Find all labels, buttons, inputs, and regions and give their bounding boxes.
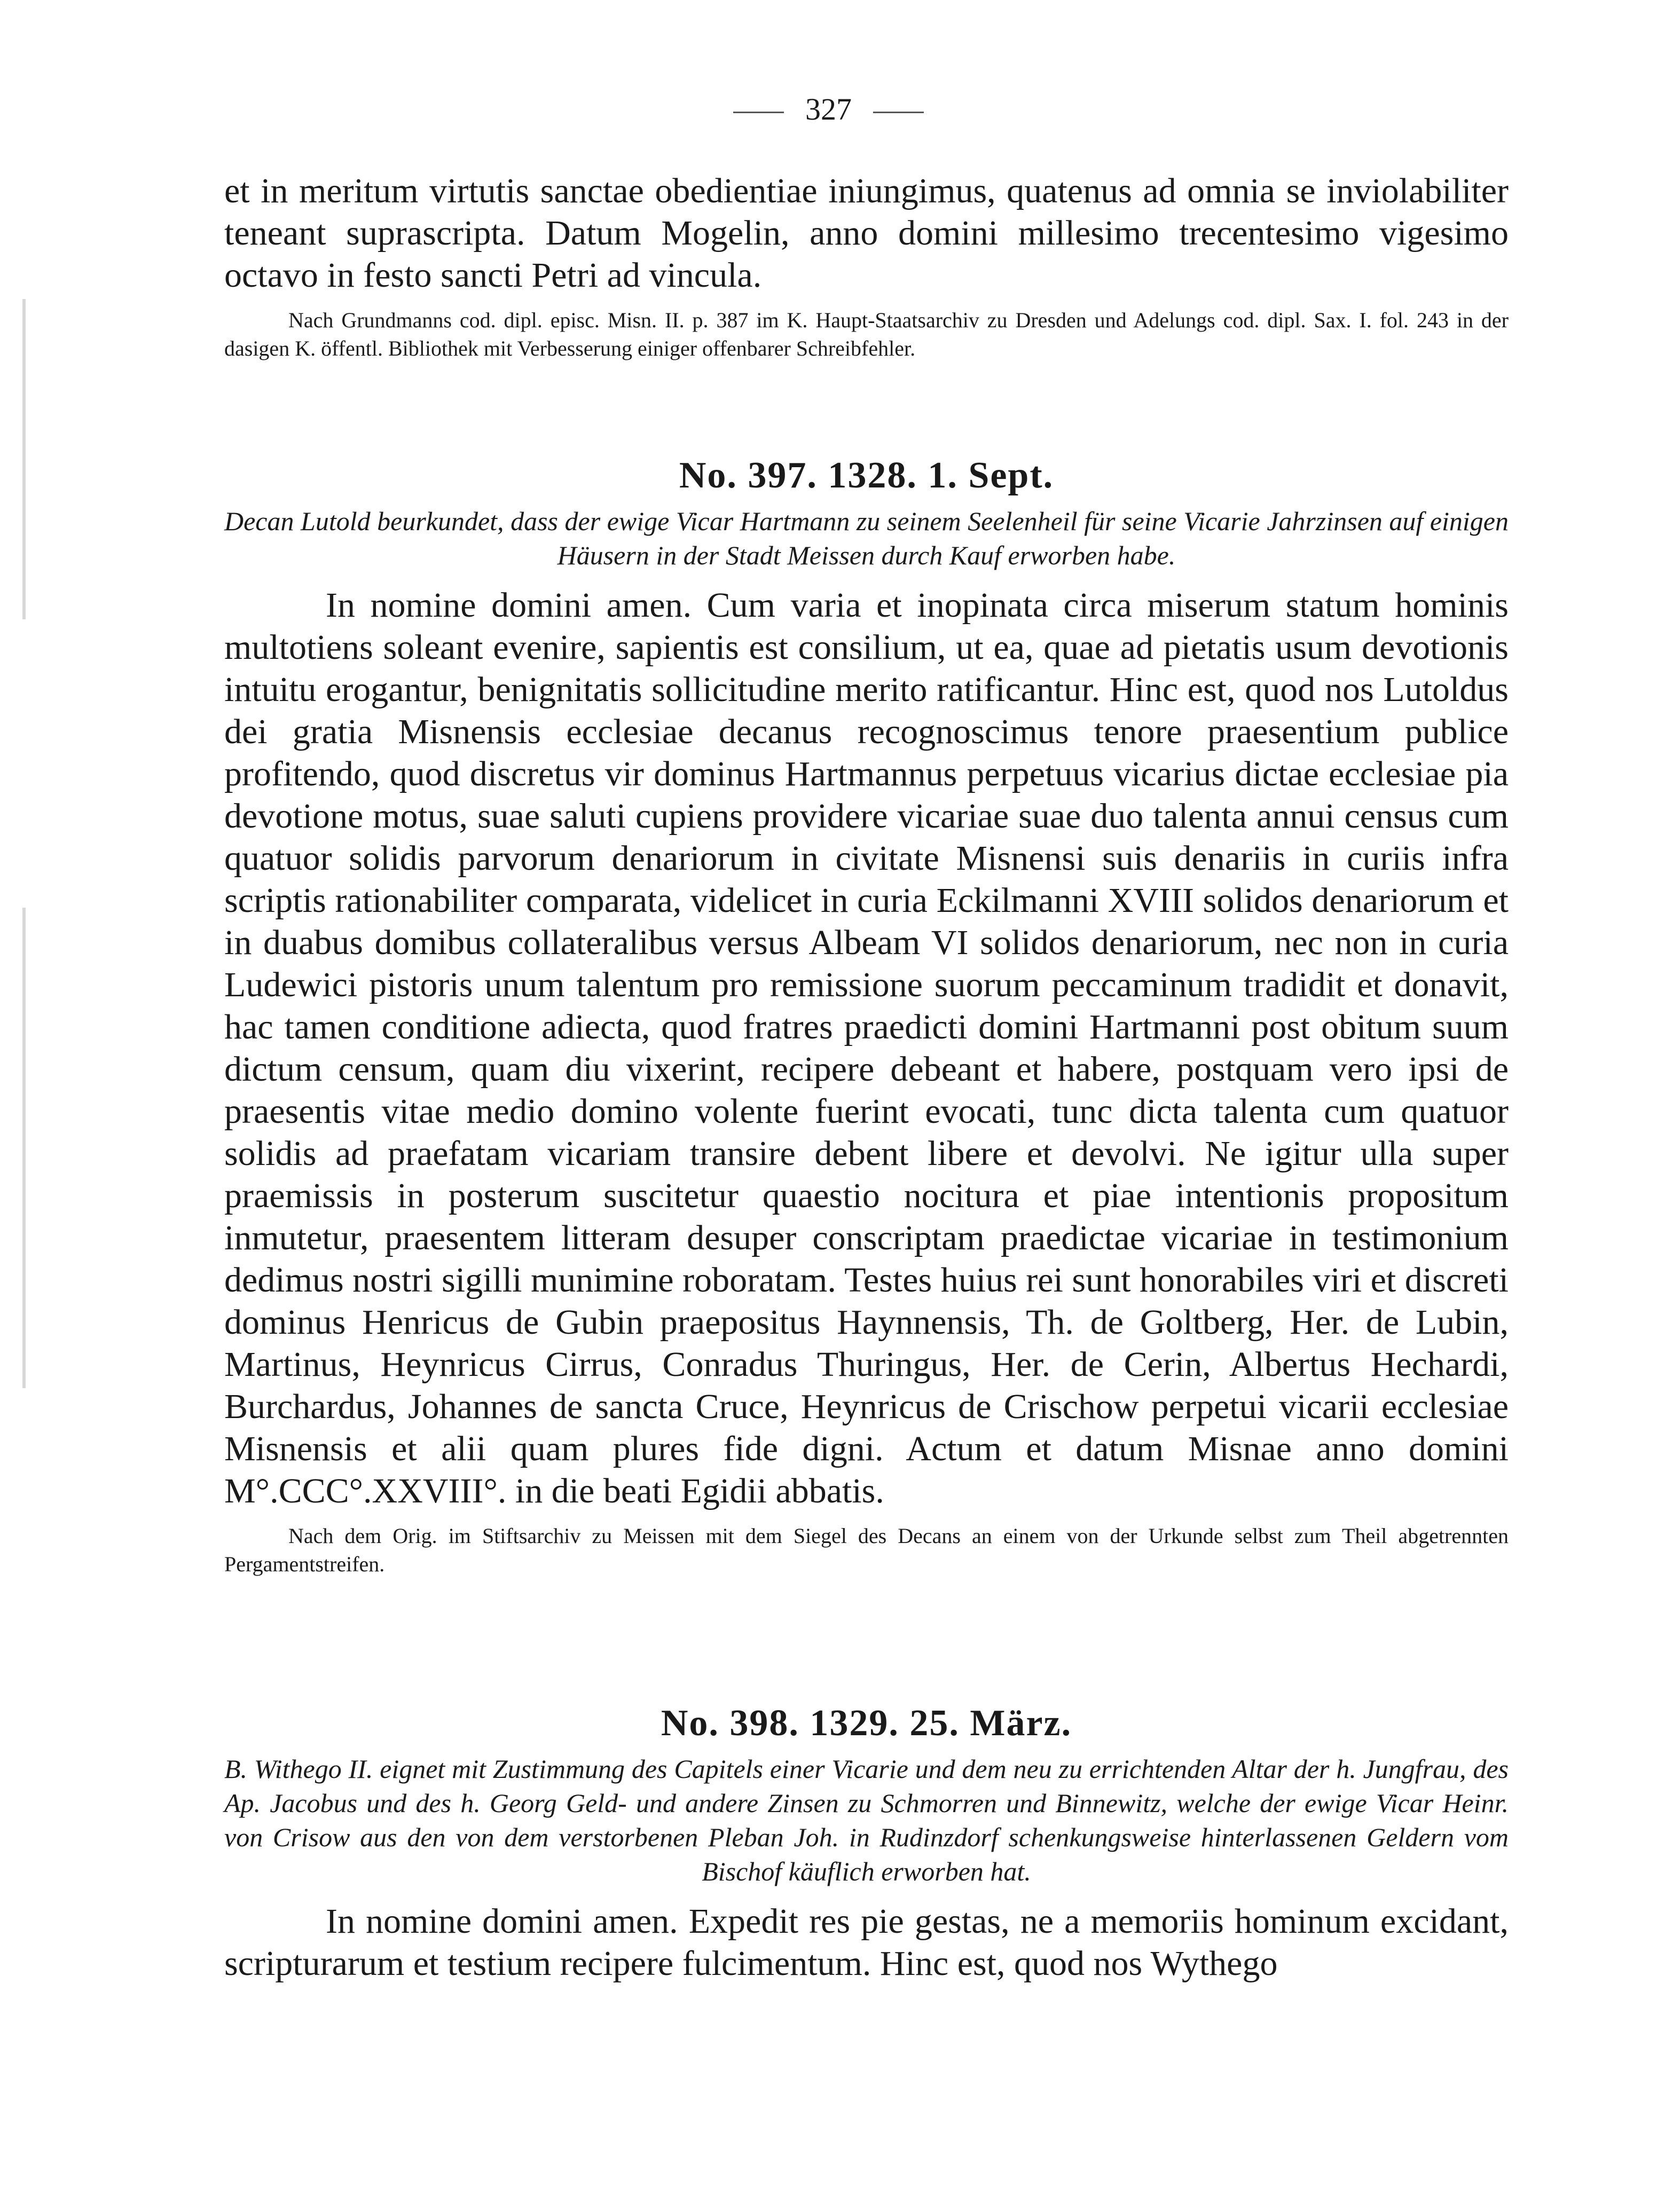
document-heading: No. 398. 1329. 25. März.	[661, 1703, 1072, 1744]
continuation-section	[224, 170, 1509, 363]
header-dash-left	[733, 112, 784, 113]
continuation-text: et in meritum virtutis sanctae obedientiae iniungimus, quatenus ad omnia se inviolabiliter teneant suprascripta. Datum Mogelin, anno domini millesimo trecentesimo vigesimo octavo in festo sancti Petri ad vincula.	[224, 171, 1509, 295]
scan-edge-mark	[22, 299, 26, 619]
document-regest: B. Withego II. eignet mit Zustimmung des Capitels einer Vicarie und dem neu zu errichtenden Altar der h. Jungfrau, des Ap. Jacobus und des h. Georg Geld- und andere Zinsen zu Schmorren und Binnewitz, welche der ewige Vicar Heinr. von Crisow aus den von dem verstorbenen Pleban Joh. in Rudinzdorf schenkungsweise hinterlassenen Geldern vom Bischof käuflich erworben hat.	[224, 1754, 1509, 1886]
page-header	[0, 91, 1657, 128]
document-source-note: Nach dem Orig. im Stiftsarchiv zu Meissen mit dem Siegel des Decans an einem von der Urkunde selbst zum Theil abgetrennten Pergamentstreifen.	[224, 1524, 1509, 1576]
document-text: In nomine domini amen. Expedit res pie gestas, ne a memoriis hominum excidant, scripturarum et testium recipere fulcimentum. Hinc est, quod nos Wythego	[224, 1902, 1509, 1983]
scan-edge-mark	[22, 908, 26, 1388]
page-number: 327	[805, 92, 852, 127]
document-regest: Decan Lutold beurkundet, dass der ewige Vicar Hartmann zu seinem Seelenheil für seine Vicarie Jahrzinsen auf einigen Häusern in der Stadt Meissen durch Kauf erworben habe.	[224, 506, 1509, 570]
continuation-source-note: Nach Grundmanns cod. dipl. episc. Misn. II. p. 387 im K. Haupt-Staatsarchiv zu Dresden und Adelungs cod. dipl. Sax. I. fol. 243 in der dasigen K. öffentl. Bibliothek mit Verbesserung einiger offenbarer Schreibfehler.	[224, 308, 1509, 360]
document-text: In nomine domini amen. Cum varia et inopinata circa miserum statum hominis multotiens soleant evenire, sapientis est consilium, ut ea, quae ad pietatis usum devotionis intuitu erogantur, benignitatis sollicitudine merito ratificantur. Hinc est, quod nos Lutoldus dei gratia Misnensis ecclesiae decanus recognoscimus tenore praesentium publice profitendo, quod discretus vir dominus Hartmannus perpetuus vicarius dictae ecclesiae pia devotione motus, suae saluti cupiens providere vicariae suae duo talenta annui census cum quatuor solidis parvorum denariorum in civitate Misnensi suis denariis in curiis infra scriptis rationabiliter comparata, videlicet in curia Eckilmanni XVIII solidos denariorum et in duabus domibus collateralibus versus Albeam VI solidos denariorum, nec non in curia Ludewici pistoris unum talentum pro remissione suorum peccaminum tradidit et donavit, hac tamen conditione adiecta, quod fratres praedicti domini Hartmanni post obitum suum dictum censum, quam diu vixerint, recipere debeant et habere, postquam vero ipsi de praesentis vitae medio domino volente fuerint evocati, tunc dicta talenta cum quatuor solidis ad praefatam vicariam transire debent libere et devolvi. Ne igitur ulla super praemissis in posterum suscitetur quaestio nocitura et piae intentionis propositum inmutetur, praesentem litteram desuper conscriptam praedictae vicariae in testimonium dedimus nostri sigilli munimine roboratam. Testes huius rei sunt honorabiles viri et discreti dominus Henricus de Gubin praepositus Haynnensis, Th. de Goltberg, Her. de Lubin, Martinus, Heynricus Cirrus, Conradus Thuringus, Her. de Cerin, Albertus Hechardi, Burchardus, Johannes de sancta Cruce, Heynricus de Crischow perpetui vicarii ecclesiae Misnensis et alii quam plures fide digni. Actum et datum Misnae anno domini M°.CCC°.XXVIII°. in die beati Egidii abbatis.	[224, 586, 1509, 1510]
document-398	[224, 1701, 1509, 1985]
document-heading: No. 397. 1328. 1. Sept.	[679, 455, 1054, 496]
document-397	[224, 453, 1509, 1578]
header-dash-right	[873, 112, 924, 113]
